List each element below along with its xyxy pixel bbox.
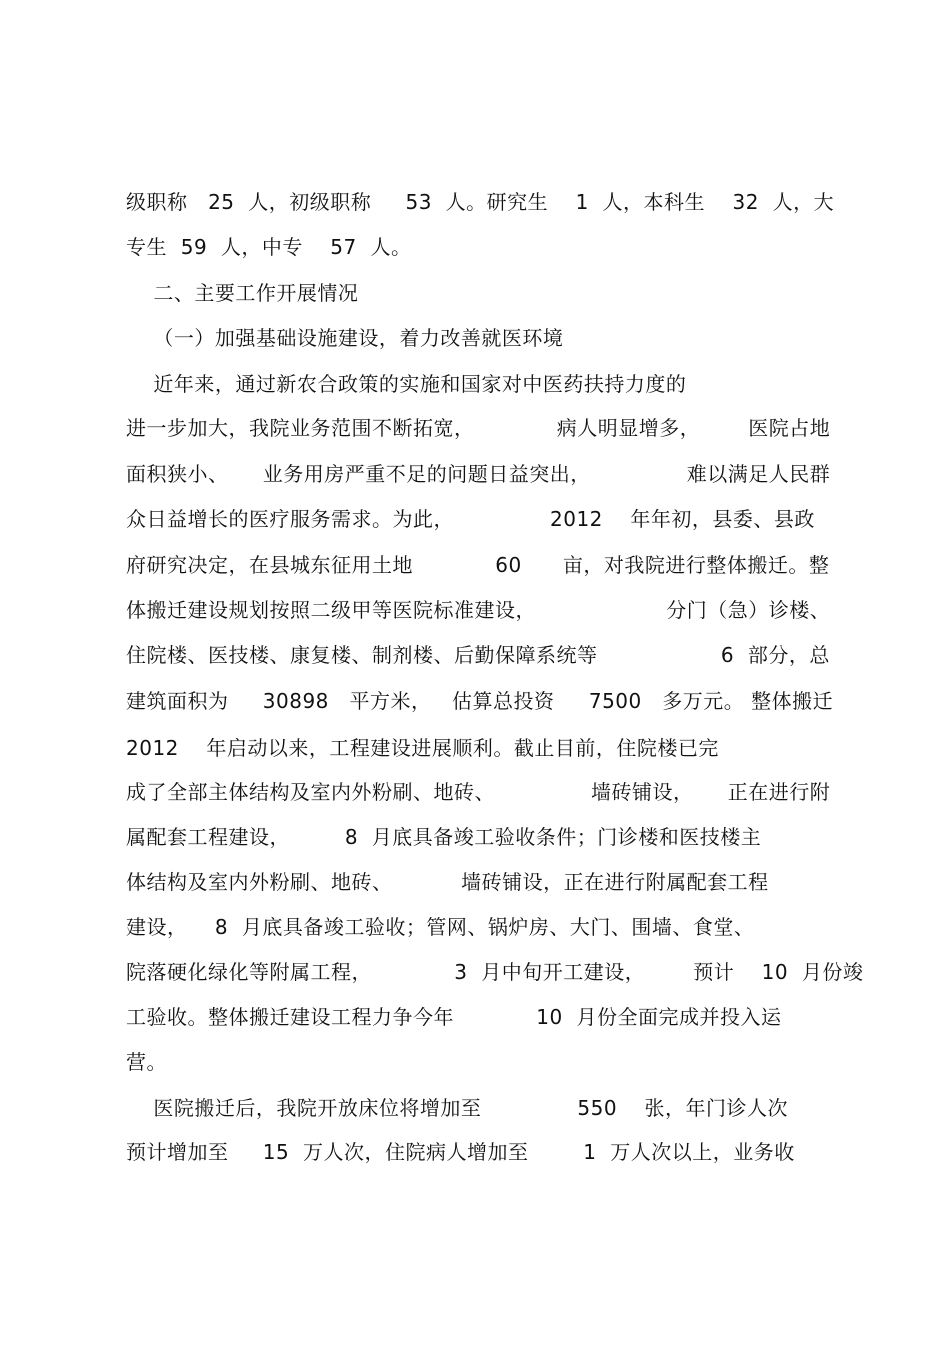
text-line: 体结构及室内外粉刷、地砖、 墙砖铺设，正在进行附属配套工程 [126, 870, 769, 894]
text-line: 院落硬化绿化等附属工程， 3 月中旬开工建设， 预计 10 月份竣 [126, 960, 864, 984]
text-line: 成了全部主体结构及室内外粉刷、地砖、 墙砖铺设， 正在进行附 [126, 780, 831, 804]
text-line: 住院楼、医技楼、康复楼、制剂楼、后勤保障系统等 6 部分，总 [126, 643, 830, 667]
text-line: 2012 年启动以来，工程建设进展顺利。截止目前，住院楼已完 [126, 736, 719, 760]
subsection-heading: （一）加强基础设施建设，着力改善就医环境 [126, 326, 564, 350]
text-line: 进一步加大，我院业务范围不断拓宽， 病人明显增多， 医院占地 [126, 416, 831, 440]
text-line: 府研究决定，在县城东征用土地 60 亩，对我院进行整体搬迁。整 [126, 553, 830, 577]
section-heading: 二、主要工作开展情况 [126, 281, 359, 305]
text-line: 建筑面积为 30898 平方米， 估算总投资 7500 多万元。 整体搬迁 [126, 689, 834, 713]
text-line: 属配套工程建设， 8 月底具备竣工验收条件；门诊楼和医技楼主 [126, 825, 762, 849]
text-line: 体搬迁建设规划按照二级甲等医院标准建设， 分门（急）诊楼、 [126, 598, 831, 622]
text-line: 建设， 8 月底具备竣工验收；管网、锅炉房、大门、围墙、食堂、 [126, 915, 755, 939]
text-line: 工验收。整体搬迁建设工程力争今年 10 月份全面完成并投入运 [126, 1005, 782, 1029]
text-line: 专生 59 人，中专 57 人。 [126, 235, 412, 259]
text-line: 众日益增长的医疗服务需求。为此， 2012 年年初，县委、县政 [126, 507, 815, 531]
text-line: 近年来，通过新农合政策的实施和国家对中医药扶持力度的 [126, 372, 687, 396]
text-line: 预计增加至 15 万人次，住院病人增加至 1 万人次以上，业务收 [126, 1140, 795, 1164]
text-line: 级职称 25 人，初级职称 53 人。研究生 1 人，本科生 32 人，大 [126, 190, 835, 214]
text-line: 医院搬迁后，我院开放床位将增加至 550 张，年门诊人次 [126, 1096, 789, 1120]
text-line: 面积狭小、 业务用房严重不足的问题日益突出， 难以满足人民群 [126, 462, 831, 486]
text-line: 营。 [126, 1050, 167, 1074]
